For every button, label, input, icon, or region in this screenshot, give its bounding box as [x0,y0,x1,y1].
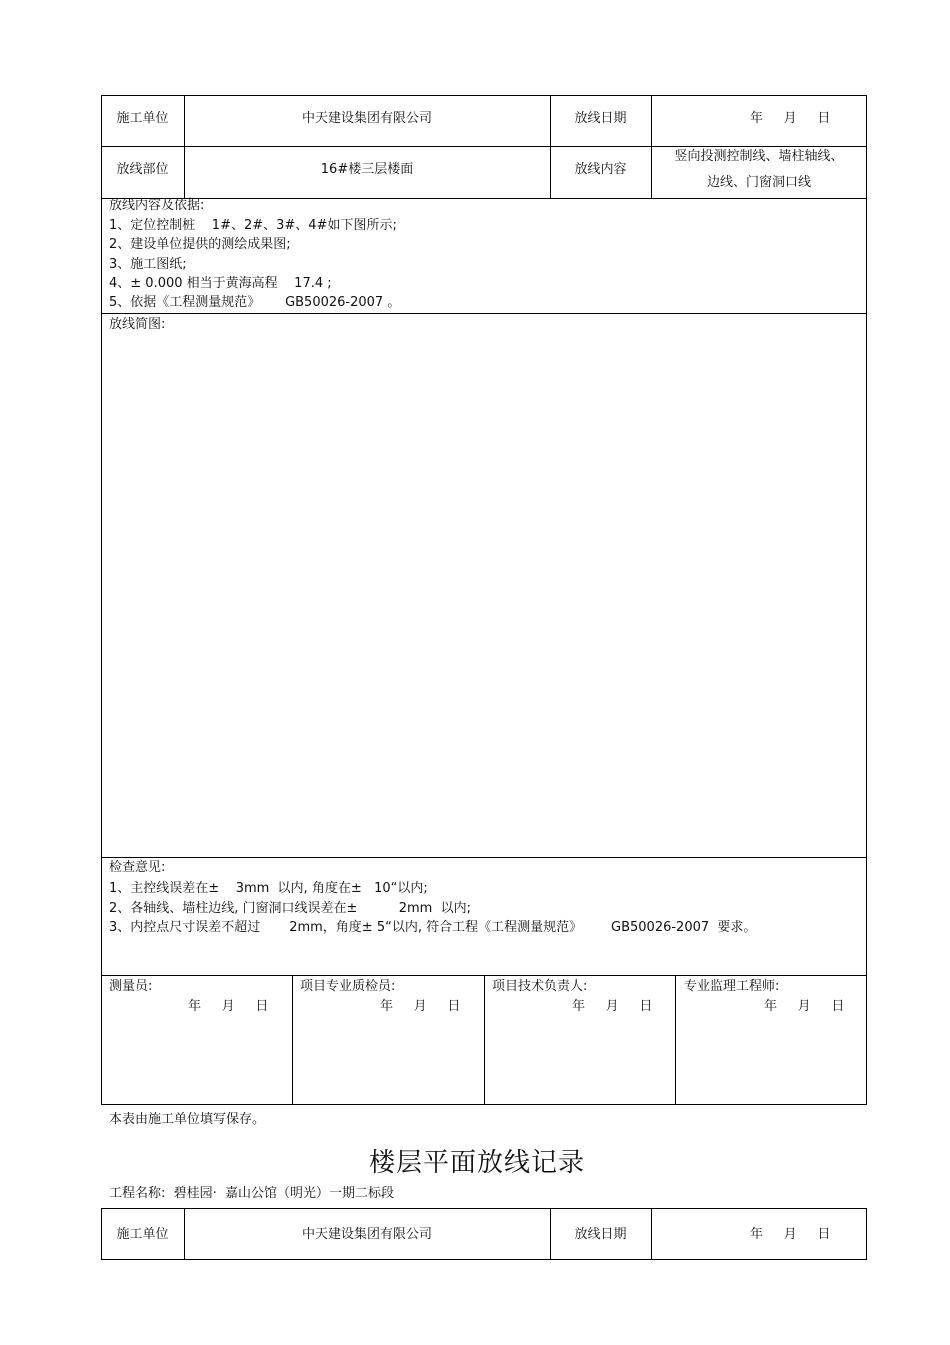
date-value[interactable]: 年 月 日 [750,111,831,126]
content-value-line1[interactable]: 竖向投测控制线、墙柱轴线、 [674,149,844,164]
basis-item: 2、建设单位提供的测绘成果图; [109,237,291,252]
signature-role: 项目专业质检员: [300,979,396,994]
signature-role: 专业监理工程师: [684,979,780,994]
date-label: 放线日期 [574,1227,627,1242]
signature-date[interactable]: 年 月 日 [764,999,845,1014]
unit-label: 施工单位 [116,111,169,126]
basis-item: 1、定位控制桩 1#、2#、3#、4#如下图所示; [109,218,397,233]
col-divider [484,975,485,1104]
basis-item: 3、施工图纸; [109,257,187,272]
basis-item: 4、± 0.000 相当于黄海高程 17.4 ; [109,276,332,291]
inspection-item: 1、主控线误差在± 3mm 以内, 角度在± 10“以内; [109,881,428,896]
footnote: 本表由施工单位填写保存。 [109,1112,266,1127]
signature-role: 测量员: [109,979,153,994]
content-value-line2[interactable]: 边线、门窗洞口线 [706,175,811,190]
content-label: 放线内容 [574,162,627,177]
part-label: 放线部位 [116,162,169,177]
unit-value[interactable]: 中天建设集团有限公司 [301,1227,432,1242]
signature-date[interactable]: 年 月 日 [188,999,269,1014]
signature-date[interactable]: 年 月 日 [380,999,461,1014]
inspection-heading: 检查意见: [109,860,166,875]
inspection-item: 3、内控点尺寸误差不超过 2mm，角度± 5“以内, 符合工程《工程测量规范》 GB50026-2007 要求。 [109,920,757,935]
basis-heading: 放线内容及依据: [109,198,205,213]
unit-value[interactable]: 中天建设集团有限公司 [301,111,432,126]
inspection-item: 2、各轴线、墙柱边线, 门窗洞口线误差在± 2mm 以内; [109,901,471,916]
sketch-area[interactable] [102,336,866,856]
signature-date[interactable]: 年 月 日 [572,999,653,1014]
sketch-label: 放线简图: [109,317,166,332]
project-name: 工程名称: 碧桂园· 嘉山公馆（明光）一期二标段 [109,1186,395,1201]
part-value[interactable]: 16#楼三层楼面 [320,162,414,177]
signature-role: 项目技术负责人: [492,979,588,994]
row-divider [101,198,867,199]
col-divider [292,975,293,1104]
date-label: 放线日期 [574,111,627,126]
basis-item: 5、依据《工程测量规范》 GB50026-2007 。 [109,295,401,310]
col-divider [675,975,676,1104]
row-divider [101,146,867,147]
unit-label: 施工单位 [116,1227,169,1242]
page-title: 楼层平面放线记录 [369,1148,586,1178]
col-divider [651,1208,652,1260]
row-divider [101,857,867,858]
date-value[interactable]: 年 月 日 [750,1227,831,1242]
row-divider [101,313,867,314]
